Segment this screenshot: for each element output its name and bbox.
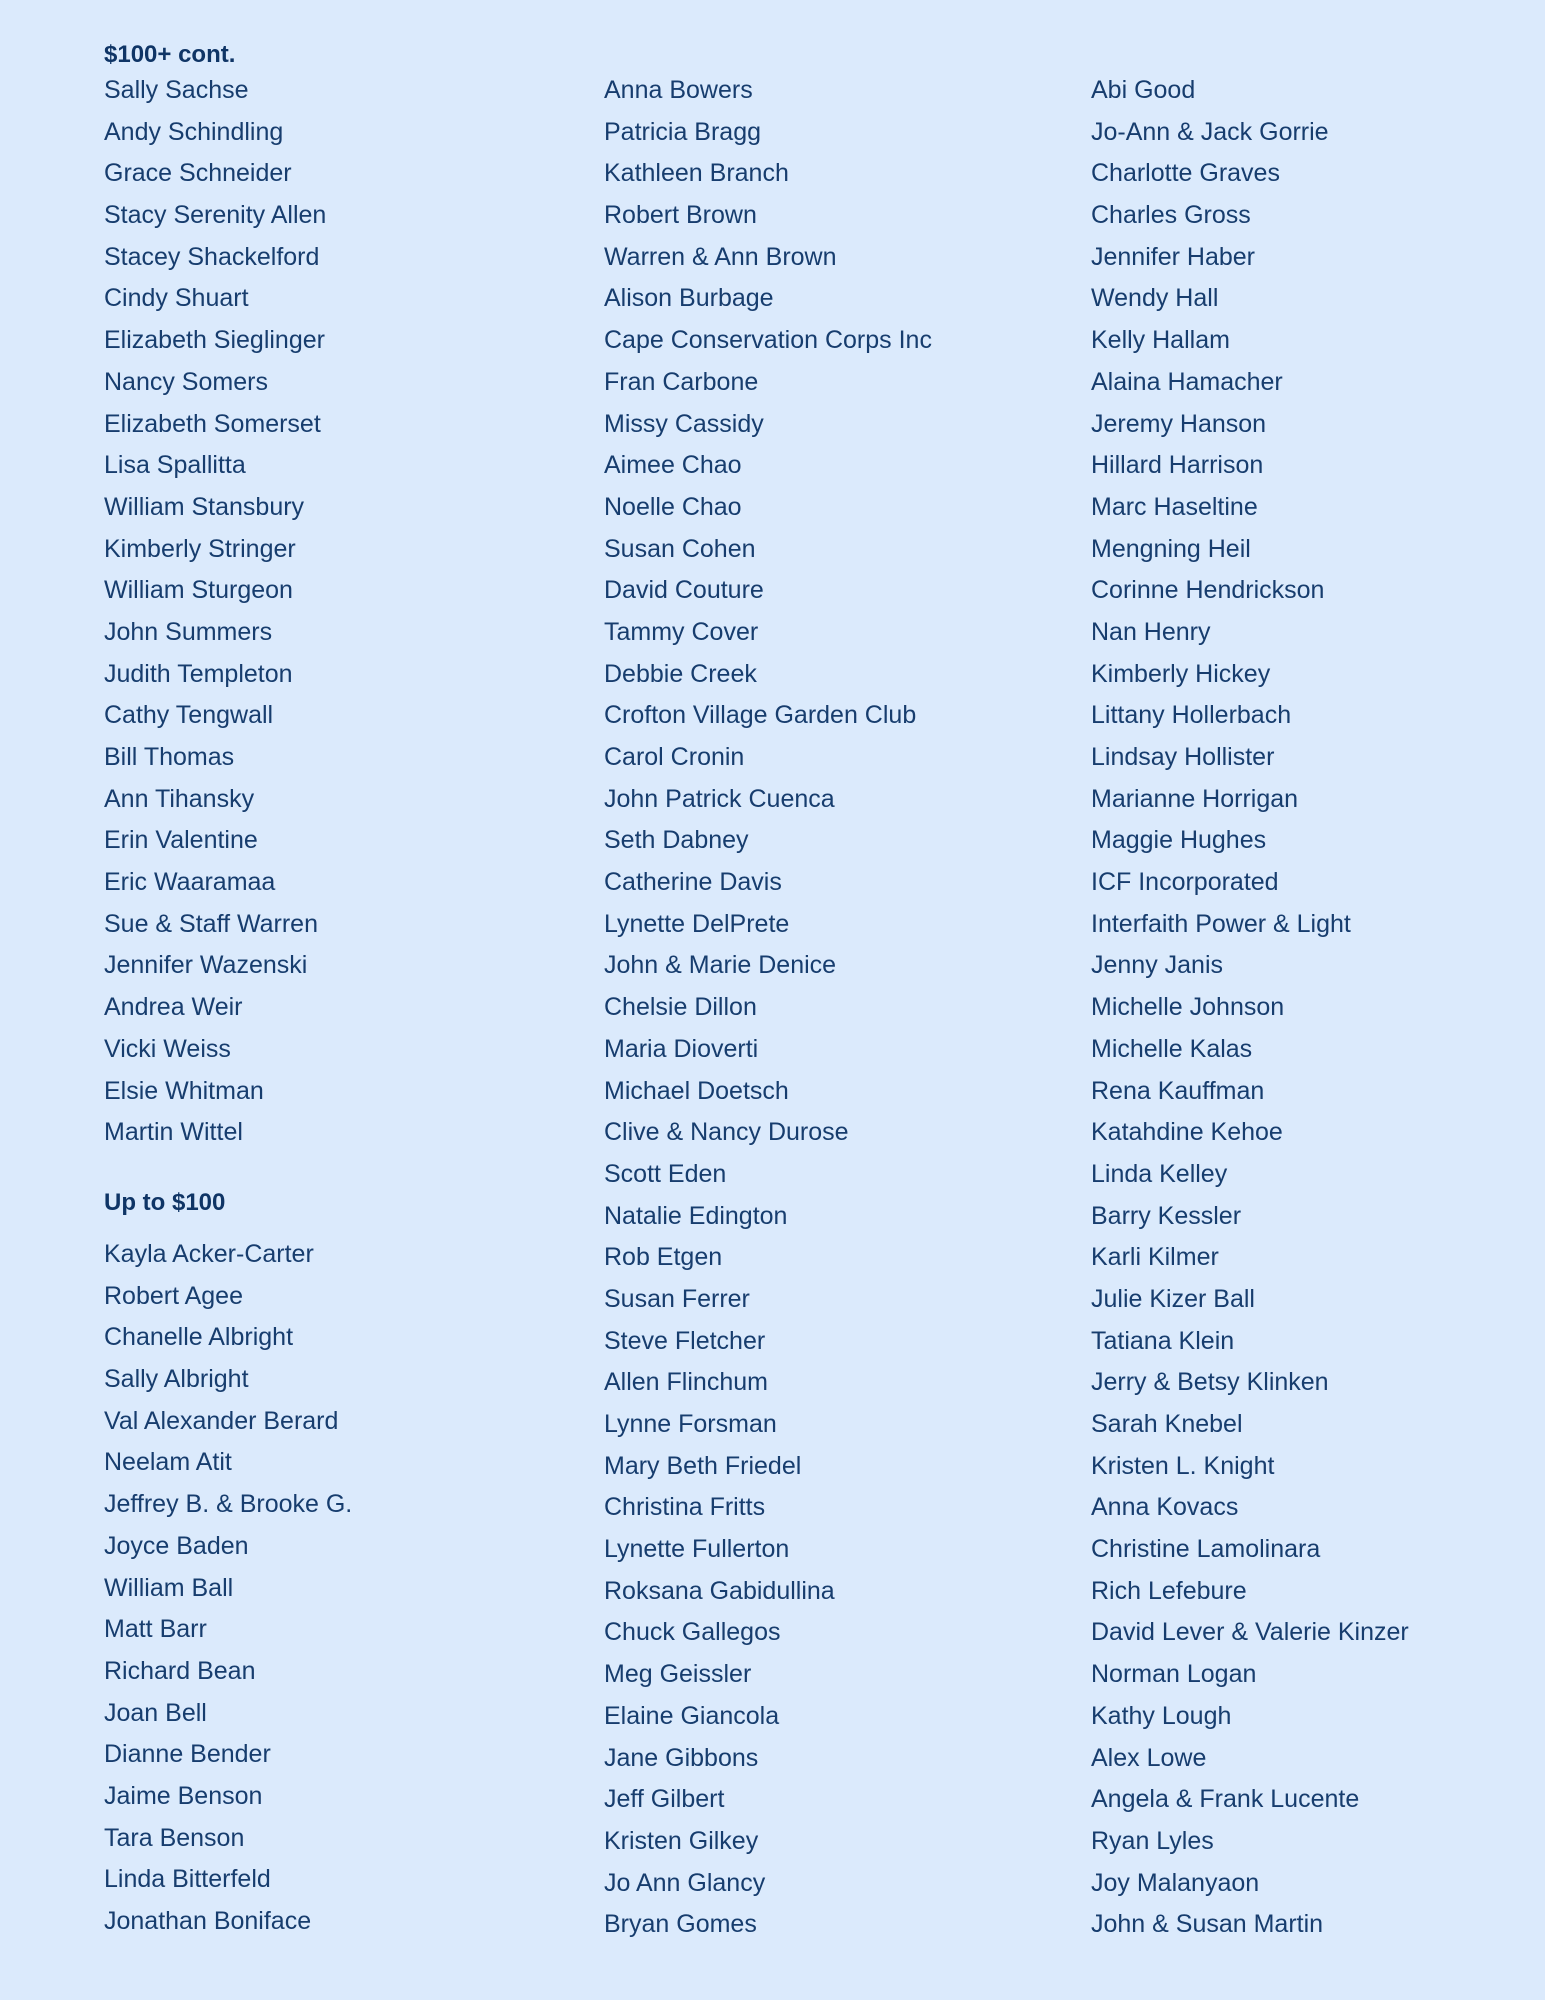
donor-name: Mengning Heil xyxy=(1091,534,1251,563)
donor-name: Cape Conservation Corps Inc xyxy=(604,326,932,355)
donor-name: Rob Etgen xyxy=(604,1243,723,1272)
donor-name: Mary Beth Friedel xyxy=(604,1451,802,1480)
donor-name: Meg Geissler xyxy=(604,1660,752,1689)
donor-name: Seth Dabney xyxy=(604,826,749,855)
donor-name: Sally Albright xyxy=(104,1365,249,1394)
donor-name: Steve Fletcher xyxy=(604,1326,766,1355)
donor-name: William Stansbury xyxy=(104,492,305,521)
donor-name: Ann Tihansky xyxy=(104,784,255,813)
donor-name: Neelam Atit xyxy=(104,1448,232,1477)
donor-name: Jennifer Wazenski xyxy=(104,951,308,980)
donor-name: Kayla Acker-Carter xyxy=(104,1240,314,1268)
donor-name: Stacey Shackelford xyxy=(104,242,320,271)
donor-name: Catherine Davis xyxy=(604,868,782,897)
donor-name: Alaina Hamacher xyxy=(1091,367,1283,396)
donor-name: Warren & Ann Brown xyxy=(604,242,837,271)
donor-name: Tatiana Klein xyxy=(1091,1326,1235,1355)
donor-name: Kimberly Stringer xyxy=(104,534,296,563)
donor-name: Richard Bean xyxy=(104,1656,256,1685)
donor-name: Nan Henry xyxy=(1091,617,1211,646)
donor-name: Jane Gibbons xyxy=(604,1743,759,1772)
donor-name: Corinne Hendrickson xyxy=(1091,576,1325,605)
donor-name: Cathy Tengwall xyxy=(104,701,274,730)
donor-name: Fran Carbone xyxy=(604,367,759,396)
donor-name: Judith Templeton xyxy=(104,659,293,688)
donor-name: John & Susan Martin xyxy=(1091,1910,1324,1939)
donor-name: Kristen Gilkey xyxy=(604,1826,759,1855)
donor-name: ICF Incorporated xyxy=(1091,868,1279,897)
donor-name: Elsie Whitman xyxy=(104,1076,264,1105)
donor-name: Abi Good xyxy=(1091,76,1196,104)
donor-name: Michelle Kalas xyxy=(1091,1034,1253,1063)
donor-name: Matt Barr xyxy=(104,1615,207,1644)
donor-name: Lindsay Hollister xyxy=(1091,743,1275,771)
donor-name: Anna Bowers xyxy=(604,76,753,104)
donor-name: Natalie Edington xyxy=(604,1201,788,1230)
donor-name: Jo-Ann & Jack Gorrie xyxy=(1091,117,1329,146)
donor-name: Kathleen Branch xyxy=(604,159,789,188)
donor-name: Nancy Somers xyxy=(104,367,268,396)
donor-name: Lynette Fullerton xyxy=(604,1535,790,1564)
donor-name: Bryan Gomes xyxy=(604,1910,757,1939)
donor-name: Julie Kizer Ball xyxy=(1091,1284,1255,1313)
donor-name: Michael Doetsch xyxy=(604,1076,789,1105)
donor-name: Missy Cassidy xyxy=(604,409,764,438)
donor-name: Jenny Janis xyxy=(1091,951,1224,980)
donor-name: Chanelle Albright xyxy=(104,1323,294,1352)
donor-list-column-3 xyxy=(1091,70,1409,1946)
donor-name: Robert Brown xyxy=(604,201,757,230)
donor-name: Erin Valentine xyxy=(104,826,258,855)
donor-name: Clive & Nancy Durose xyxy=(604,1118,849,1147)
donor-name: John Summers xyxy=(104,617,273,646)
donor-name: Kelly Hallam xyxy=(1091,326,1230,355)
donor-name: William Ball xyxy=(104,1573,234,1602)
donor-name: Littany Hollerbach xyxy=(1091,701,1292,730)
donor-name: Andy Schindling xyxy=(104,117,284,146)
donor-name: Interfaith Power & Light xyxy=(1091,909,1351,938)
donor-name: Jeff Gilbert xyxy=(604,1785,725,1814)
donor-name: Jeremy Hanson xyxy=(1091,409,1267,438)
donor-name: Kristen L. Knight xyxy=(1091,1451,1275,1480)
donor-list-100-plus xyxy=(104,70,326,1154)
donor-name: Stacy Serenity Allen xyxy=(104,201,327,230)
donor-name: Rena Kauffman xyxy=(1091,1076,1265,1105)
section-heading-100-plus-cont: $100+ cont. xyxy=(104,41,236,68)
donor-name: Linda Bitterfeld xyxy=(104,1865,271,1894)
donor-name: Katahdine Kehoe xyxy=(1091,1118,1283,1147)
donor-name: Susan Ferrer xyxy=(604,1284,750,1313)
donor-list-up-to-100 xyxy=(104,1234,352,1943)
donor-name: Tammy Cover xyxy=(604,617,759,646)
donor-name: Vicki Weiss xyxy=(104,1034,231,1063)
donor-name: Susan Cohen xyxy=(604,534,756,563)
donor-name: Elizabeth Somerset xyxy=(104,409,321,438)
donor-name: Carol Cronin xyxy=(604,743,745,771)
donor-name: Cindy Shuart xyxy=(104,284,249,313)
donor-name: Val Alexander Berard xyxy=(104,1406,339,1435)
donor-name: Lynette DelPrete xyxy=(604,909,790,938)
donor-name: Grace Schneider xyxy=(104,159,292,188)
donor-name: Jennifer Haber xyxy=(1091,242,1255,271)
donor-name: Kimberly Hickey xyxy=(1091,659,1271,688)
donor-name: Angela & Frank Lucente xyxy=(1091,1785,1360,1814)
donor-name: Anna Kovacs xyxy=(1091,1493,1239,1522)
donor-name: Noelle Chao xyxy=(604,492,742,521)
donor-name: Barry Kessler xyxy=(1091,1201,1242,1230)
donor-name: Marianne Horrigan xyxy=(1091,784,1299,813)
donor-name: Hillard Harrison xyxy=(1091,451,1264,480)
donor-name: Wendy Hall xyxy=(1091,284,1219,313)
donor-name: Elaine Giancola xyxy=(604,1701,780,1730)
donor-name: Martin Wittel xyxy=(104,1118,243,1147)
donor-name: Debbie Creek xyxy=(604,659,757,688)
donor-name: Tara Benson xyxy=(104,1823,245,1852)
donor-name: Norman Logan xyxy=(1091,1660,1257,1689)
donor-name: Roksana Gabidullina xyxy=(604,1576,835,1605)
donor-name: Crofton Village Garden Club xyxy=(604,701,917,730)
donor-name: David Couture xyxy=(604,576,764,605)
donor-name: Michelle Johnson xyxy=(1091,993,1285,1022)
donor-name: Chelsie Dillon xyxy=(604,993,757,1022)
donor-name: John & Marie Denice xyxy=(604,951,837,980)
donor-name: Chuck Gallegos xyxy=(604,1618,781,1647)
donor-name: David Lever & Valerie Kinzer xyxy=(1091,1618,1409,1647)
donor-name: Jeffrey B. & Brooke G. xyxy=(104,1490,353,1519)
donor-name: Ryan Lyles xyxy=(1091,1826,1214,1855)
donor-name: Christine Lamolinara xyxy=(1091,1535,1321,1564)
donor-name: Charles Gross xyxy=(1091,201,1251,230)
donor-name: Alison Burbage xyxy=(604,284,774,313)
donor-name: Eric Waaramaa xyxy=(104,868,276,897)
donor-name: Patricia Bragg xyxy=(604,117,762,146)
donor-name: Jerry & Betsy Klinken xyxy=(1091,1368,1329,1397)
donor-name: Sally Sachse xyxy=(104,76,249,104)
section-heading-up-to-100: Up to $100 xyxy=(104,1189,226,1216)
donor-name: Marc Haseltine xyxy=(1091,492,1258,521)
donor-name: Lisa Spallitta xyxy=(104,451,246,480)
donor-name: Karli Kilmer xyxy=(1091,1243,1219,1272)
donor-name: Andrea Weir xyxy=(104,993,243,1022)
donor-list-column-2 xyxy=(604,70,932,1946)
donor-name: Alex Lowe xyxy=(1091,1743,1207,1772)
donor-name: Scott Eden xyxy=(604,1159,727,1188)
donor-name: Christina Fritts xyxy=(604,1493,766,1522)
donor-name: Lynne Forsman xyxy=(604,1410,777,1438)
donor-name: Elizabeth Sieglinger xyxy=(104,326,325,355)
donor-name: Aimee Chao xyxy=(604,451,742,480)
donor-name: Sarah Knebel xyxy=(1091,1410,1243,1438)
donor-name: Bill Thomas xyxy=(104,743,235,771)
donor-name: Allen Flinchum xyxy=(604,1368,768,1397)
donor-name: Sue & Staff Warren xyxy=(104,909,318,938)
donor-name: Joyce Baden xyxy=(104,1531,249,1560)
donor-name: Jonathan Boniface xyxy=(104,1907,312,1935)
donor-name: Joy Malanyaon xyxy=(1091,1868,1260,1897)
donor-name: William Sturgeon xyxy=(104,576,293,605)
donor-name: John Patrick Cuenca xyxy=(604,784,835,813)
donor-name: Linda Kelley xyxy=(1091,1159,1228,1188)
donor-name: Robert Agee xyxy=(104,1281,243,1310)
donor-name: Maggie Hughes xyxy=(1091,826,1267,855)
donor-name: Rich Lefebure xyxy=(1091,1576,1247,1605)
donor-name: Jo Ann Glancy xyxy=(604,1868,766,1897)
donor-name: Joan Bell xyxy=(104,1698,207,1727)
donor-name: Dianne Bender xyxy=(104,1740,271,1769)
donor-name: Maria Dioverti xyxy=(604,1034,759,1063)
donor-name: Jaime Benson xyxy=(104,1781,263,1810)
donor-name: Kathy Lough xyxy=(1091,1701,1232,1730)
donor-name: Charlotte Graves xyxy=(1091,159,1280,188)
